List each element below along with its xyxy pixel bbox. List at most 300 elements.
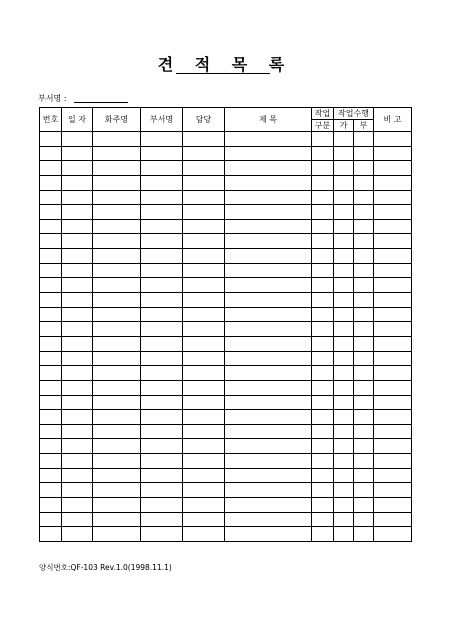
table-cell[interactable] — [40, 322, 62, 337]
table-cell[interactable] — [40, 146, 62, 161]
table-cell[interactable] — [141, 161, 183, 176]
table-cell[interactable] — [225, 483, 312, 498]
table-cell[interactable] — [312, 161, 334, 176]
table-cell[interactable] — [312, 424, 334, 439]
table-cell[interactable] — [62, 336, 93, 351]
table-cell[interactable] — [93, 307, 141, 322]
table-cell[interactable] — [93, 234, 141, 249]
table-cell[interactable] — [62, 293, 93, 308]
table-cell[interactable] — [93, 219, 141, 234]
table-cell[interactable] — [312, 205, 334, 220]
table-cell[interactable] — [312, 146, 334, 161]
table-cell[interactable] — [374, 424, 412, 439]
table-cell[interactable] — [334, 468, 354, 483]
table-cell[interactable] — [183, 219, 225, 234]
table-cell[interactable] — [141, 278, 183, 293]
table-cell[interactable] — [374, 132, 412, 147]
table-cell[interactable] — [40, 512, 62, 527]
table-cell[interactable] — [312, 336, 334, 351]
table-cell[interactable] — [40, 132, 62, 147]
table-cell[interactable] — [374, 410, 412, 425]
table-cell[interactable] — [312, 307, 334, 322]
table-cell[interactable] — [93, 322, 141, 337]
table-cell[interactable] — [93, 278, 141, 293]
table-cell[interactable] — [312, 351, 334, 366]
table-cell[interactable] — [141, 322, 183, 337]
table-cell[interactable] — [62, 512, 93, 527]
table-cell[interactable] — [183, 351, 225, 366]
table-cell[interactable] — [334, 278, 354, 293]
table-cell[interactable] — [62, 395, 93, 410]
table-cell[interactable] — [354, 249, 374, 264]
table-cell[interactable] — [40, 424, 62, 439]
table-cell[interactable] — [354, 263, 374, 278]
table-cell[interactable] — [40, 366, 62, 381]
table-cell[interactable] — [93, 512, 141, 527]
table-cell[interactable] — [183, 380, 225, 395]
table-cell[interactable] — [62, 424, 93, 439]
table-cell[interactable] — [312, 439, 334, 454]
table-cell[interactable] — [225, 410, 312, 425]
table-cell[interactable] — [62, 366, 93, 381]
table-cell[interactable] — [93, 424, 141, 439]
table-cell[interactable] — [183, 512, 225, 527]
table-cell[interactable] — [183, 249, 225, 264]
table-cell[interactable] — [40, 395, 62, 410]
table-cell[interactable] — [62, 410, 93, 425]
table-cell[interactable] — [312, 234, 334, 249]
table-cell[interactable] — [225, 146, 312, 161]
table-cell[interactable] — [62, 322, 93, 337]
table-cell[interactable] — [334, 190, 354, 205]
table-cell[interactable] — [183, 410, 225, 425]
table-cell[interactable] — [334, 395, 354, 410]
table-cell[interactable] — [312, 249, 334, 264]
table-cell[interactable] — [312, 527, 334, 542]
table-cell[interactable] — [141, 263, 183, 278]
table-cell[interactable] — [93, 336, 141, 351]
table-cell[interactable] — [141, 146, 183, 161]
table-cell[interactable] — [62, 527, 93, 542]
table-cell[interactable] — [141, 293, 183, 308]
table-cell[interactable] — [225, 454, 312, 469]
table-cell[interactable] — [141, 454, 183, 469]
table-cell[interactable] — [354, 132, 374, 147]
table-cell[interactable] — [141, 498, 183, 513]
table-cell[interactable] — [354, 234, 374, 249]
table-cell[interactable] — [334, 263, 354, 278]
table-cell[interactable] — [93, 293, 141, 308]
table-cell[interactable] — [40, 190, 62, 205]
table-cell[interactable] — [40, 263, 62, 278]
table-cell[interactable] — [374, 307, 412, 322]
table-cell[interactable] — [354, 512, 374, 527]
table-cell[interactable] — [183, 307, 225, 322]
table-cell[interactable] — [62, 190, 93, 205]
table-cell[interactable] — [183, 263, 225, 278]
table-cell[interactable] — [183, 439, 225, 454]
table-cell[interactable] — [312, 512, 334, 527]
table-cell[interactable] — [183, 175, 225, 190]
table-cell[interactable] — [354, 205, 374, 220]
table-cell[interactable] — [40, 527, 62, 542]
table-cell[interactable] — [334, 454, 354, 469]
table-cell[interactable] — [93, 410, 141, 425]
table-cell[interactable] — [183, 322, 225, 337]
header-no-col: 부 — [354, 120, 374, 132]
table-cell[interactable] — [312, 219, 334, 234]
title-underline — [176, 73, 270, 74]
table-cell[interactable] — [62, 468, 93, 483]
table-cell[interactable] — [334, 219, 354, 234]
table-cell[interactable] — [40, 498, 62, 513]
table-cell[interactable] — [62, 219, 93, 234]
table-cell[interactable] — [62, 454, 93, 469]
table-cell[interactable] — [141, 468, 183, 483]
table-cell[interactable] — [225, 512, 312, 527]
table-cell[interactable] — [312, 132, 334, 147]
table-cell[interactable] — [334, 498, 354, 513]
header-date: 일 자 — [62, 108, 93, 132]
table-cell[interactable] — [40, 410, 62, 425]
table-cell[interactable] — [183, 234, 225, 249]
table-cell[interactable] — [93, 205, 141, 220]
table-cell[interactable] — [93, 366, 141, 381]
table-cell[interactable] — [40, 205, 62, 220]
table-cell[interactable] — [374, 234, 412, 249]
table-cell[interactable] — [40, 483, 62, 498]
table-cell[interactable] — [225, 498, 312, 513]
table-row — [40, 468, 412, 483]
table-cell[interactable] — [334, 380, 354, 395]
table-cell[interactable] — [374, 190, 412, 205]
table-cell[interactable] — [354, 219, 374, 234]
table-cell[interactable] — [334, 439, 354, 454]
table-cell[interactable] — [225, 219, 312, 234]
estimate-list-table — [39, 107, 412, 542]
table-cell[interactable] — [374, 498, 412, 513]
table-cell[interactable] — [225, 439, 312, 454]
table-cell[interactable] — [141, 527, 183, 542]
table-cell[interactable] — [334, 512, 354, 527]
table-cell[interactable] — [334, 132, 354, 147]
table-cell[interactable] — [225, 161, 312, 176]
table-cell[interactable] — [374, 395, 412, 410]
table-cell[interactable] — [40, 219, 62, 234]
table-cell[interactable] — [374, 380, 412, 395]
table-cell[interactable] — [93, 146, 141, 161]
table-cell[interactable] — [354, 439, 374, 454]
table-cell[interactable] — [354, 336, 374, 351]
table-cell[interactable] — [40, 293, 62, 308]
table-cell[interactable] — [93, 454, 141, 469]
table-cell[interactable] — [141, 249, 183, 264]
table-cell[interactable] — [141, 336, 183, 351]
table-cell[interactable] — [354, 161, 374, 176]
table-cell[interactable] — [183, 424, 225, 439]
table-cell[interactable] — [183, 161, 225, 176]
table-cell[interactable] — [312, 175, 334, 190]
table-cell[interactable] — [354, 498, 374, 513]
table-cell[interactable] — [354, 395, 374, 410]
table-cell[interactable] — [141, 219, 183, 234]
table-cell[interactable] — [225, 468, 312, 483]
table-cell[interactable] — [225, 527, 312, 542]
table-cell[interactable] — [354, 278, 374, 293]
table-cell[interactable] — [40, 351, 62, 366]
table-row — [40, 249, 412, 264]
table-cell[interactable] — [93, 249, 141, 264]
table-cell[interactable] — [312, 498, 334, 513]
table-cell[interactable] — [374, 146, 412, 161]
table-cell[interactable] — [225, 278, 312, 293]
table-cell[interactable] — [374, 439, 412, 454]
table-cell[interactable] — [62, 146, 93, 161]
table-cell[interactable] — [354, 351, 374, 366]
table-cell[interactable] — [374, 468, 412, 483]
table-cell[interactable] — [374, 512, 412, 527]
table-cell[interactable] — [312, 410, 334, 425]
table-cell[interactable] — [62, 439, 93, 454]
table-cell[interactable] — [62, 380, 93, 395]
table-cell[interactable] — [374, 483, 412, 498]
table-cell[interactable] — [183, 293, 225, 308]
table-cell[interactable] — [93, 439, 141, 454]
table-cell[interactable] — [183, 527, 225, 542]
table-cell[interactable] — [141, 483, 183, 498]
table-cell[interactable] — [141, 439, 183, 454]
table-row — [40, 439, 412, 454]
table-cell[interactable] — [141, 132, 183, 147]
table-cell[interactable] — [225, 351, 312, 366]
table-cell[interactable] — [354, 307, 374, 322]
header-note: 비 고 — [374, 108, 412, 132]
table-row — [40, 293, 412, 308]
table-cell[interactable] — [141, 175, 183, 190]
table-cell[interactable] — [40, 161, 62, 176]
table-cell[interactable] — [183, 366, 225, 381]
table-cell[interactable] — [334, 307, 354, 322]
table-cell[interactable] — [62, 307, 93, 322]
table-cell[interactable] — [334, 234, 354, 249]
header-client: 화주명 — [93, 108, 141, 132]
table-row — [40, 175, 412, 190]
table-row — [40, 307, 412, 322]
table-row — [40, 234, 412, 249]
table-cell[interactable] — [183, 190, 225, 205]
table-cell[interactable] — [62, 278, 93, 293]
table-cell[interactable] — [334, 146, 354, 161]
table-cell[interactable] — [225, 380, 312, 395]
table-cell[interactable] — [354, 175, 374, 190]
table-cell[interactable] — [312, 483, 334, 498]
table-cell[interactable] — [334, 366, 354, 381]
table-cell[interactable] — [225, 263, 312, 278]
table-cell[interactable] — [354, 293, 374, 308]
table-cell[interactable] — [354, 468, 374, 483]
table-cell[interactable] — [225, 205, 312, 220]
table-cell[interactable] — [354, 366, 374, 381]
table-cell[interactable] — [62, 351, 93, 366]
table-cell[interactable] — [141, 410, 183, 425]
table-cell[interactable] — [374, 527, 412, 542]
table-cell[interactable] — [334, 351, 354, 366]
table-cell[interactable] — [141, 307, 183, 322]
table-cell[interactable] — [334, 336, 354, 351]
table-cell[interactable] — [354, 454, 374, 469]
table-cell[interactable] — [40, 307, 62, 322]
table-cell[interactable] — [93, 132, 141, 147]
table-cell[interactable] — [374, 161, 412, 176]
table-cell[interactable] — [183, 146, 225, 161]
header-work-perf: 작업수행 — [334, 108, 374, 120]
table-cell[interactable] — [141, 351, 183, 366]
table-cell[interactable] — [40, 175, 62, 190]
table-cell[interactable] — [183, 483, 225, 498]
table-row — [40, 351, 412, 366]
table-cell[interactable] — [62, 234, 93, 249]
table-cell[interactable] — [354, 424, 374, 439]
table-cell[interactable] — [62, 498, 93, 513]
table-cell[interactable] — [141, 190, 183, 205]
table-cell[interactable] — [93, 395, 141, 410]
table-cell[interactable] — [312, 293, 334, 308]
header-dept: 부서명 — [141, 108, 183, 132]
table-cell[interactable] — [374, 366, 412, 381]
table-cell[interactable] — [374, 322, 412, 337]
table-cell[interactable] — [225, 175, 312, 190]
table-row — [40, 424, 412, 439]
table-cell[interactable] — [93, 351, 141, 366]
table-cell[interactable] — [334, 483, 354, 498]
table-cell[interactable] — [183, 498, 225, 513]
table-cell[interactable] — [93, 175, 141, 190]
table-cell[interactable] — [40, 278, 62, 293]
table-cell[interactable] — [374, 249, 412, 264]
table-cell[interactable] — [374, 454, 412, 469]
table-cell[interactable] — [93, 190, 141, 205]
table-cell[interactable] — [354, 380, 374, 395]
table-row — [40, 132, 412, 147]
table-cell[interactable] — [40, 249, 62, 264]
table-cell[interactable] — [40, 234, 62, 249]
table-cell[interactable] — [183, 395, 225, 410]
table-cell[interactable] — [334, 322, 354, 337]
table-row — [40, 380, 412, 395]
table-cell[interactable] — [141, 380, 183, 395]
table-cell[interactable] — [40, 336, 62, 351]
table-cell[interactable] — [374, 175, 412, 190]
table-cell[interactable] — [374, 263, 412, 278]
table-cell[interactable] — [334, 527, 354, 542]
table-cell[interactable] — [93, 527, 141, 542]
table-cell[interactable] — [334, 249, 354, 264]
table-cell[interactable] — [312, 263, 334, 278]
table-cell[interactable] — [225, 234, 312, 249]
table-cell[interactable] — [141, 512, 183, 527]
table-cell[interactable] — [141, 366, 183, 381]
table-cell[interactable] — [141, 234, 183, 249]
table-cell[interactable] — [312, 380, 334, 395]
table-cell[interactable] — [374, 219, 412, 234]
table-cell[interactable] — [334, 424, 354, 439]
table-cell[interactable] — [374, 336, 412, 351]
table-cell[interactable] — [312, 322, 334, 337]
table-cell[interactable] — [225, 293, 312, 308]
table-cell[interactable] — [354, 146, 374, 161]
table-cell[interactable] — [40, 468, 62, 483]
table-cell[interactable] — [312, 454, 334, 469]
table-cell[interactable] — [334, 293, 354, 308]
table-cell[interactable] — [225, 395, 312, 410]
table-cell[interactable] — [225, 307, 312, 322]
table-cell[interactable] — [374, 278, 412, 293]
table-cell[interactable] — [93, 468, 141, 483]
table-cell[interactable] — [312, 468, 334, 483]
table-cell[interactable] — [312, 395, 334, 410]
table-cell[interactable] — [225, 190, 312, 205]
table-cell[interactable] — [183, 278, 225, 293]
table-cell[interactable] — [312, 278, 334, 293]
table-cell[interactable] — [141, 395, 183, 410]
table-cell[interactable] — [312, 366, 334, 381]
table-cell[interactable] — [354, 527, 374, 542]
table-cell[interactable] — [354, 483, 374, 498]
table-cell[interactable] — [225, 424, 312, 439]
table-cell[interactable] — [62, 249, 93, 264]
table-cell[interactable] — [225, 322, 312, 337]
table-cell[interactable] — [62, 175, 93, 190]
table-cell[interactable] — [374, 205, 412, 220]
table-cell[interactable] — [354, 322, 374, 337]
table-cell[interactable] — [225, 249, 312, 264]
table-cell[interactable] — [354, 410, 374, 425]
table-cell[interactable] — [93, 380, 141, 395]
table-cell[interactable] — [225, 366, 312, 381]
table-cell[interactable] — [183, 454, 225, 469]
table-cell[interactable] — [93, 498, 141, 513]
table-cell[interactable] — [93, 483, 141, 498]
table-cell[interactable] — [62, 161, 93, 176]
table-cell[interactable] — [374, 351, 412, 366]
table-cell[interactable] — [62, 205, 93, 220]
table-cell[interactable] — [93, 263, 141, 278]
table-cell[interactable] — [62, 483, 93, 498]
table-cell[interactable] — [62, 263, 93, 278]
table-cell[interactable] — [40, 454, 62, 469]
table-cell[interactable] — [40, 439, 62, 454]
table-cell[interactable] — [312, 190, 334, 205]
table-cell[interactable] — [374, 293, 412, 308]
table-cell[interactable] — [183, 468, 225, 483]
table-cell[interactable] — [334, 175, 354, 190]
table-cell[interactable] — [183, 336, 225, 351]
table-cell[interactable] — [225, 336, 312, 351]
table-row — [40, 263, 412, 278]
table-cell[interactable] — [334, 161, 354, 176]
table-cell[interactable] — [334, 205, 354, 220]
table-cell[interactable] — [141, 205, 183, 220]
table-cell[interactable] — [183, 205, 225, 220]
table-cell[interactable] — [183, 132, 225, 147]
table-cell[interactable] — [62, 132, 93, 147]
table-cell[interactable] — [141, 424, 183, 439]
table-cell[interactable] — [334, 410, 354, 425]
table-cell[interactable] — [40, 380, 62, 395]
table-cell[interactable] — [93, 161, 141, 176]
table-cell[interactable] — [354, 190, 374, 205]
table-cell[interactable] — [225, 132, 312, 147]
